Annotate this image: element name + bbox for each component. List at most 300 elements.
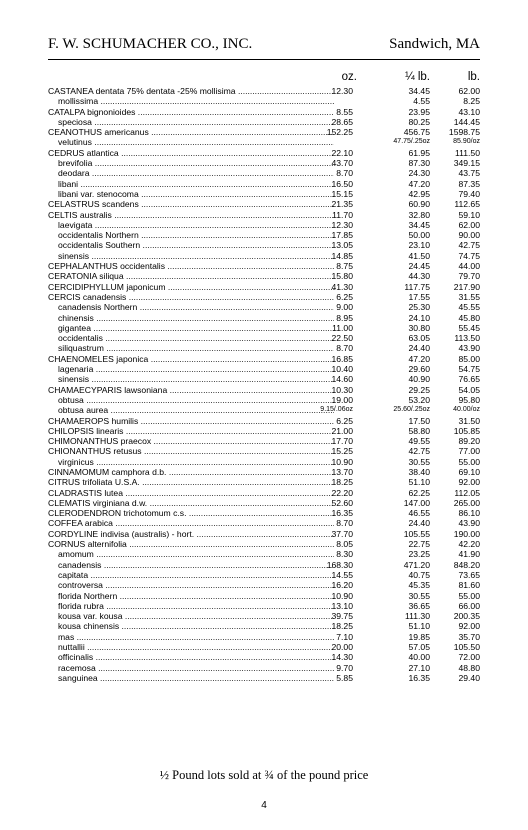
species-name	[58, 179, 334, 189]
species-name	[58, 323, 334, 333]
species-name-text: CLADRASTIS lutea .....	[48, 488, 334, 498]
price-per-oz: 10.90	[331, 590, 353, 601]
species-name-text: COFFEA arabica .....	[48, 518, 334, 528]
species-name-text: CELTIS australis .....	[48, 210, 334, 220]
price-row	[48, 343, 480, 353]
price-per-quarter-lb: 51.10	[408, 477, 430, 488]
price-per-lb: 43.90	[458, 518, 480, 529]
price-row	[48, 117, 480, 127]
price-per-lb: 848.20	[453, 559, 480, 570]
price-per-quarter-lb: 456.75	[403, 127, 430, 138]
price-per-quarter-lb: 60.90	[408, 199, 430, 210]
species-name	[48, 488, 334, 498]
price-row	[48, 179, 480, 189]
price-row	[48, 323, 480, 333]
price-per-lb: 265.00	[453, 497, 480, 508]
price-per-lb: 90.00	[458, 230, 480, 241]
price-per-oz: 8.05	[336, 539, 353, 550]
price-row	[48, 168, 480, 178]
species-name	[58, 570, 334, 580]
species-name	[58, 137, 334, 147]
price-row	[48, 261, 480, 271]
species-name-text: amomum .....	[58, 549, 334, 559]
price-row	[48, 230, 480, 240]
price-row	[48, 498, 480, 508]
price-row	[48, 457, 480, 467]
price-per-oz: 6.25	[336, 415, 353, 426]
price-per-quarter-lb: 51.10	[408, 621, 430, 632]
price-per-lb: 44.00	[458, 261, 480, 272]
price-per-lb: 87.35	[458, 178, 480, 189]
price-row	[48, 621, 480, 631]
species-name-text: CHILOPSIS linearis .....	[48, 426, 334, 436]
price-per-lb: 1598.75	[448, 127, 480, 138]
species-name	[48, 477, 334, 487]
price-row	[48, 405, 480, 415]
price-per-oz: 21.00	[331, 425, 353, 436]
price-row	[48, 611, 480, 621]
price-row	[48, 220, 480, 230]
price-per-oz: 5.85	[336, 672, 353, 683]
price-per-quarter-lb: 30.55	[408, 590, 430, 601]
species-name	[58, 652, 334, 662]
price-per-oz: 22.50	[331, 333, 353, 344]
price-list	[48, 86, 480, 683]
species-name-text: libani var. stenocoma .....	[58, 189, 334, 199]
price-per-quarter-lb: 25.60/.25oz	[393, 406, 430, 414]
species-name	[58, 333, 334, 343]
species-name-text: CINNAMOMUM camphora d.b. .....	[48, 467, 334, 477]
column-headers	[48, 71, 480, 85]
species-name-text: CITRUS trifoliata U.S.A. .....	[48, 477, 334, 487]
price-per-quarter-lb: 23.95	[408, 106, 430, 117]
species-name	[48, 436, 334, 446]
price-row	[48, 333, 480, 343]
species-name-text: occidentalis Northern .....	[58, 230, 334, 240]
price-row	[48, 271, 480, 281]
species-name	[58, 457, 334, 467]
species-name-text: CORDYLINE indivisa (australis) - hort. .....	[48, 529, 334, 539]
species-name-text: sinensis .....	[58, 374, 334, 384]
price-per-oz: 13.10	[331, 600, 353, 611]
price-per-oz: 8.70	[336, 518, 353, 529]
price-per-lb: 31.50	[458, 415, 480, 426]
price-per-oz: 16.85	[331, 353, 353, 364]
species-name-text: CHAMAECYPARIS lawsoniana .....	[48, 385, 334, 395]
price-row	[48, 364, 480, 374]
species-name	[58, 240, 334, 250]
price-per-quarter-lb: 24.40	[408, 343, 430, 354]
price-row	[48, 601, 480, 611]
price-per-oz: 10.40	[331, 364, 353, 375]
price-per-lb: 85.90/oz	[453, 138, 480, 146]
price-per-lb: 111.50	[454, 147, 480, 158]
price-per-oz: 20.00	[331, 642, 353, 653]
species-name-text: racemosa .....	[58, 663, 334, 673]
species-name-text: sinensis .....	[58, 251, 334, 261]
price-row	[48, 137, 480, 147]
price-per-oz: 168.30	[326, 559, 353, 570]
price-per-quarter-lb: 23.10	[408, 240, 430, 251]
price-per-lb: 89.20	[458, 436, 480, 447]
price-per-quarter-lb: 38.40	[408, 466, 430, 477]
price-row	[48, 591, 480, 601]
price-row	[48, 570, 480, 580]
species-name	[58, 96, 334, 106]
price-per-lb: 31.55	[458, 291, 480, 302]
price-row	[48, 313, 480, 323]
price-per-quarter-lb: 34.45	[408, 86, 430, 96]
price-row	[48, 282, 480, 292]
price-per-quarter-lb: 17.50	[408, 415, 430, 426]
species-name	[48, 467, 334, 477]
price-per-quarter-lb: 29.25	[408, 384, 430, 395]
species-name-text: virginicus .....	[58, 457, 334, 467]
price-per-oz: 19.00	[331, 394, 353, 405]
price-per-lb: 85.00	[458, 353, 480, 364]
price-per-oz: 152.25	[326, 127, 353, 138]
species-name	[58, 395, 334, 405]
price-per-oz: 16.20	[331, 580, 353, 591]
species-name-text: CERCIS canadensis .....	[48, 292, 334, 302]
price-per-quarter-lb: 42.95	[408, 188, 430, 199]
price-per-quarter-lb: 46.55	[408, 508, 430, 519]
price-per-quarter-lb: 24.40	[408, 518, 430, 529]
species-name	[48, 199, 334, 209]
price-per-lb: 92.00	[458, 621, 480, 632]
species-name	[58, 251, 334, 261]
price-row	[48, 539, 480, 549]
price-per-oz: 16.35	[331, 508, 353, 519]
price-per-oz: 17.70	[331, 436, 353, 447]
price-per-quarter-lb: 53.20	[408, 394, 430, 405]
price-per-lb: 43.10	[458, 106, 480, 117]
price-per-lb: 105.50	[453, 642, 480, 653]
species-name	[58, 642, 334, 652]
price-per-lb: 45.80	[458, 312, 480, 323]
price-per-oz: 13.05	[331, 240, 353, 251]
species-name	[48, 210, 334, 220]
price-row	[48, 416, 480, 426]
price-per-oz: 14.85	[331, 250, 353, 261]
price-row	[48, 446, 480, 456]
price-per-oz: 9.70	[336, 662, 353, 673]
species-name-text: mas .....	[58, 632, 334, 642]
price-per-lb: 40.00/oz	[453, 406, 480, 414]
species-name-text: CELASTRUS scandens .....	[48, 199, 334, 209]
price-per-oz: 15.25	[331, 446, 353, 457]
price-per-oz: 9.15/.06oz	[320, 406, 353, 414]
price-per-lb: 43.90	[458, 343, 480, 354]
price-per-lb: 112.05	[454, 487, 480, 498]
price-row	[48, 508, 480, 518]
species-name-text: CERCIDIPHYLLUM japonicum .....	[48, 282, 334, 292]
price-per-lb: 69.10	[458, 466, 480, 477]
price-per-lb: 74.75	[458, 250, 480, 261]
species-name	[58, 611, 334, 621]
species-name	[48, 416, 334, 426]
price-per-quarter-lb: 22.75	[408, 539, 430, 550]
species-name	[48, 518, 334, 528]
price-per-quarter-lb: 87.30	[408, 158, 430, 169]
species-name-text: capitata .....	[58, 570, 334, 580]
price-row	[48, 477, 480, 487]
price-row	[48, 107, 480, 117]
species-name	[48, 529, 334, 539]
species-name	[58, 168, 334, 178]
species-name	[58, 117, 334, 127]
price-per-lb: 43.75	[458, 168, 480, 179]
species-name	[48, 86, 334, 96]
species-name-text: gigantea .....	[58, 323, 334, 333]
price-per-oz: 10.90	[331, 456, 353, 467]
species-name-text: nuttallii .....	[58, 642, 334, 652]
footer-note: ½ Pound lots sold at ¾ of the pound price	[159, 768, 369, 782]
species-name-text: CORNUS alternifolia .....	[48, 539, 334, 549]
price-per-quarter-lb: 24.10	[408, 312, 430, 323]
species-name-text: siliquastrum .....	[58, 343, 334, 353]
price-row	[48, 673, 480, 683]
species-name-text: CEPHALANTHUS occidentalis .....	[48, 261, 334, 271]
species-name	[58, 549, 334, 559]
species-name-text: CEANOTHUS americanus .....	[48, 127, 334, 137]
price-per-oz: 18.25	[331, 621, 353, 632]
price-per-lb: 55.45	[458, 322, 480, 333]
price-per-quarter-lb: 4.55	[413, 96, 430, 107]
price-row	[48, 251, 480, 261]
price-per-lb: 112.65	[454, 199, 480, 210]
species-name	[58, 673, 334, 683]
species-name-text: sanguinea .....	[58, 673, 334, 683]
species-name-text: CATALPA bignonioides .....	[48, 107, 334, 117]
species-name-text: florida Northern .....	[58, 591, 334, 601]
price-row	[48, 127, 480, 137]
price-row	[48, 292, 480, 302]
species-name-text: CHIONANTHUS retusus .....	[48, 446, 334, 456]
price-per-oz: 8.30	[336, 549, 353, 560]
price-per-lb: 48.80	[458, 662, 480, 673]
species-name	[58, 313, 334, 323]
price-row	[48, 189, 480, 199]
price-row	[48, 560, 480, 570]
species-name-text: chinensis .....	[58, 313, 334, 323]
page-header	[48, 36, 480, 58]
species-name-text: speciosa .....	[58, 117, 334, 127]
price-per-lb: 76.65	[458, 374, 480, 385]
price-row	[48, 549, 480, 559]
price-per-lb: 62.00	[458, 219, 480, 230]
price-per-quarter-lb: 34.45	[408, 219, 430, 230]
price-per-oz: 14.30	[331, 652, 353, 663]
species-name	[58, 405, 334, 415]
price-per-quarter-lb: 24.45	[408, 261, 430, 272]
price-row	[48, 199, 480, 209]
species-name	[48, 107, 334, 117]
species-name	[48, 498, 334, 508]
price-per-quarter-lb: 47.75/.25oz	[393, 138, 430, 146]
species-name	[48, 385, 334, 395]
species-name-text: lagenaria .....	[58, 364, 334, 374]
price-per-lb: 144.45	[453, 116, 480, 127]
price-per-lb: 66.00	[458, 600, 480, 611]
price-per-lb: 42.75	[458, 240, 480, 251]
price-row	[48, 395, 480, 405]
price-per-oz: 22.10	[331, 147, 353, 158]
species-name	[58, 580, 334, 590]
price-per-oz: 8.55	[336, 106, 353, 117]
price-row	[48, 86, 480, 96]
price-per-quarter-lb: 16.35	[408, 672, 430, 683]
species-name	[58, 663, 334, 673]
species-name-text: kousa var. kousa .....	[58, 611, 334, 621]
price-per-oz: 8.95	[336, 312, 353, 323]
price-row	[48, 436, 480, 446]
price-row	[48, 632, 480, 642]
species-name	[48, 148, 334, 158]
price-row	[48, 158, 480, 168]
price-per-quarter-lb: 57.05	[408, 642, 430, 653]
price-per-quarter-lb: 147.00	[403, 497, 430, 508]
price-per-oz: 21.35	[331, 199, 353, 210]
price-per-lb: 54.75	[458, 364, 480, 375]
company-location: Sandwich, MA	[389, 36, 480, 52]
price-per-oz: 8.70	[336, 168, 353, 179]
price-per-quarter-lb: 24.30	[408, 168, 430, 179]
price-per-lb: 81.60	[458, 580, 480, 591]
price-per-lb: 59.10	[458, 209, 480, 220]
species-name-text: kousa chinensis .....	[58, 621, 334, 631]
price-per-lb: 54.05	[458, 384, 480, 395]
price-per-oz: 14.55	[331, 569, 353, 580]
price-per-lb: 113.50	[454, 333, 480, 344]
species-name	[58, 220, 334, 230]
species-name	[48, 426, 334, 436]
column-header-lb: lb.	[467, 71, 480, 83]
price-per-oz: 8.75	[336, 261, 353, 272]
price-per-quarter-lb: 47.20	[408, 178, 430, 189]
price-per-lb: 200.35	[453, 611, 480, 622]
price-per-quarter-lb: 40.90	[408, 374, 430, 385]
species-name	[48, 354, 334, 364]
price-row	[48, 518, 480, 528]
species-name	[48, 271, 334, 281]
price-per-lb: 95.80	[458, 394, 480, 405]
price-per-quarter-lb: 40.75	[408, 569, 430, 580]
species-name	[58, 591, 334, 601]
price-row	[48, 302, 480, 312]
species-name	[48, 282, 334, 292]
price-per-oz: 22.20	[331, 487, 353, 498]
species-name-text: CHAENOMELES japonica .....	[48, 354, 334, 364]
price-per-quarter-lb: 30.55	[408, 456, 430, 467]
species-name	[58, 158, 334, 168]
price-row	[48, 467, 480, 477]
price-per-lb: 55.00	[458, 456, 480, 467]
price-per-quarter-lb: 42.75	[408, 446, 430, 457]
price-per-oz: 15.80	[331, 271, 353, 282]
species-name-text: mollissima .....	[58, 96, 334, 106]
price-per-oz: 7.10	[336, 631, 353, 642]
price-per-quarter-lb: 29.60	[408, 364, 430, 375]
price-row	[48, 488, 480, 498]
price-row	[48, 529, 480, 539]
price-per-lb: 35.70	[458, 631, 480, 642]
price-per-oz: 9.00	[336, 302, 353, 313]
species-name-text: deodara .....	[58, 168, 334, 178]
species-name-text: florida rubra .....	[58, 601, 334, 611]
price-per-quarter-lb: 25.30	[408, 302, 430, 313]
species-name	[58, 374, 334, 384]
price-per-lb: 73.65	[458, 569, 480, 580]
species-name	[58, 189, 334, 199]
price-row	[48, 148, 480, 158]
species-name-text: CASTANEA dentata 75% dentata -25% mollisima .....	[48, 86, 334, 96]
price-row	[48, 374, 480, 384]
species-name	[58, 621, 334, 631]
price-per-lb: 79.40	[458, 188, 480, 199]
price-per-lb: 92.00	[458, 477, 480, 488]
column-header-quarter-lb: ¼ lb.	[405, 71, 430, 83]
species-name-text: occidentalis Southern .....	[58, 240, 334, 250]
species-name	[58, 230, 334, 240]
price-per-lb: 62.00	[458, 86, 480, 96]
price-per-lb: 77.00	[458, 446, 480, 457]
price-per-quarter-lb: 49.55	[408, 436, 430, 447]
price-row	[48, 354, 480, 364]
price-per-oz: 16.50	[331, 178, 353, 189]
price-per-lb: 42.20	[458, 539, 480, 550]
price-per-quarter-lb: 62.25	[408, 487, 430, 498]
price-per-quarter-lb: 23.25	[408, 549, 430, 560]
price-per-oz: 18.25	[331, 477, 353, 488]
price-per-oz: 11.70	[332, 209, 353, 220]
species-name-text: canadensis .....	[58, 560, 334, 570]
price-per-lb: 55.00	[458, 590, 480, 601]
price-per-quarter-lb: 63.05	[408, 333, 430, 344]
price-per-lb: 190.00	[453, 528, 480, 539]
price-per-oz: 37.70	[331, 528, 353, 539]
species-name	[58, 601, 334, 611]
price-per-quarter-lb: 40.00	[408, 652, 430, 663]
price-per-quarter-lb: 36.65	[408, 600, 430, 611]
price-per-quarter-lb: 111.30	[404, 611, 430, 622]
price-per-oz: 8.70	[336, 343, 353, 354]
price-per-oz: 41.30	[331, 281, 353, 292]
price-per-quarter-lb: 105.55	[403, 528, 430, 539]
price-per-lb: 349.15	[453, 158, 480, 169]
price-per-oz: 28.65	[331, 116, 353, 127]
price-row	[48, 426, 480, 436]
column-header-oz: oz.	[341, 71, 357, 83]
price-row	[48, 642, 480, 652]
price-per-quarter-lb: 47.20	[408, 353, 430, 364]
price-per-lb: 45.55	[458, 302, 480, 313]
price-row	[48, 663, 480, 673]
species-name	[48, 508, 334, 518]
price-per-lb: 86.10	[458, 508, 480, 519]
price-per-oz: 11.00	[332, 322, 353, 333]
species-name-text: CHAMAEROPS humilis .....	[48, 416, 334, 426]
species-name-text: brevifolia .....	[58, 158, 334, 168]
species-name	[48, 539, 334, 549]
price-row	[48, 580, 480, 590]
price-row	[48, 385, 480, 395]
species-name-text: libani .....	[58, 179, 334, 189]
species-name-text: obtusa .....	[58, 395, 334, 405]
price-per-quarter-lb: 17.55	[408, 291, 430, 302]
price-per-oz: 43.70	[331, 158, 353, 169]
species-name-text: canadensis Northern .....	[58, 302, 334, 312]
